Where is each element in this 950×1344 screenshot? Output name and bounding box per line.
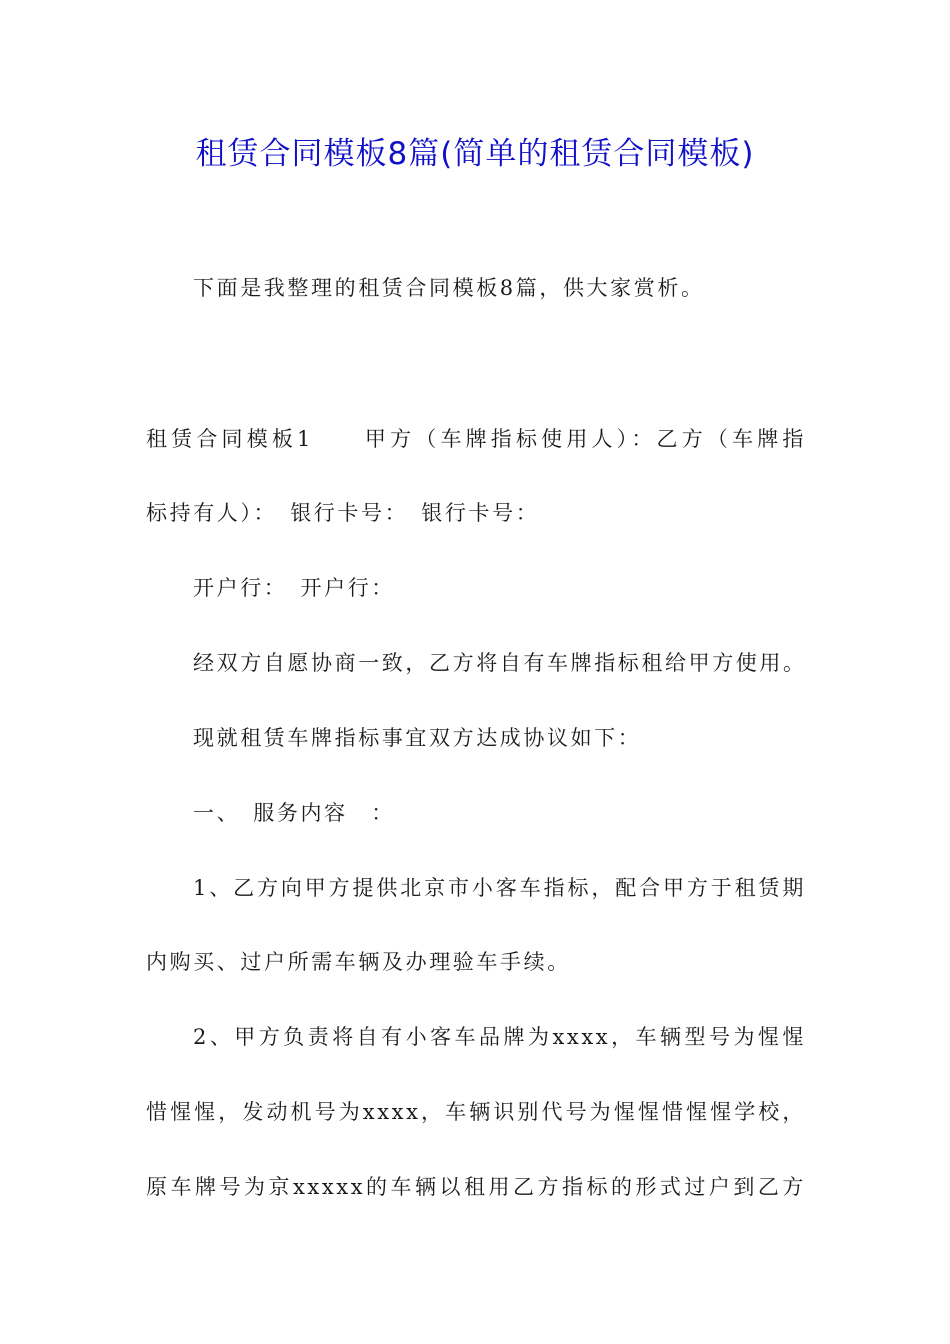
body-line: 2、甲方负责将自有小客车品牌为xxxx，车辆型号为惺惺 [193,1025,806,1049]
body-line: 经双方自愿协商一致，乙方将自有车牌指标租给甲方使用。 [193,651,807,675]
body-line: 标持有人）： 银行卡号： 银行卡号： [146,501,540,525]
body-line: 内购买、过户所需车辆及办理验车手续。 [146,950,571,974]
body-line: 开户行： 开户行： [193,576,395,600]
body-line: 原车牌号为京xxxxx的车辆以租用乙方指标的形式过户到乙方 [146,1175,806,1199]
body-line: 惜惺惺，发动机号为xxxx，车辆识别代号为惺惺惜惺惺学校， [146,1100,806,1124]
body-line: 现就租赁车牌指标事宜双方达成协议如下： [193,726,642,750]
body-line: 租赁合同模板1 甲方（车牌指标使用人）：乙方（车牌指 [146,427,806,451]
body-line: 1、乙方向甲方提供北京市小客车指标，配合甲方于租赁期 [193,876,806,900]
section-heading: 一、 服务内容 ： [193,801,395,825]
document-title: 租赁合同模板8篇(简单的租赁合同模板) [195,136,755,172]
intro-paragraph: 下面是我整理的租赁合同模板8篇，供大家赏析。 [193,276,705,300]
